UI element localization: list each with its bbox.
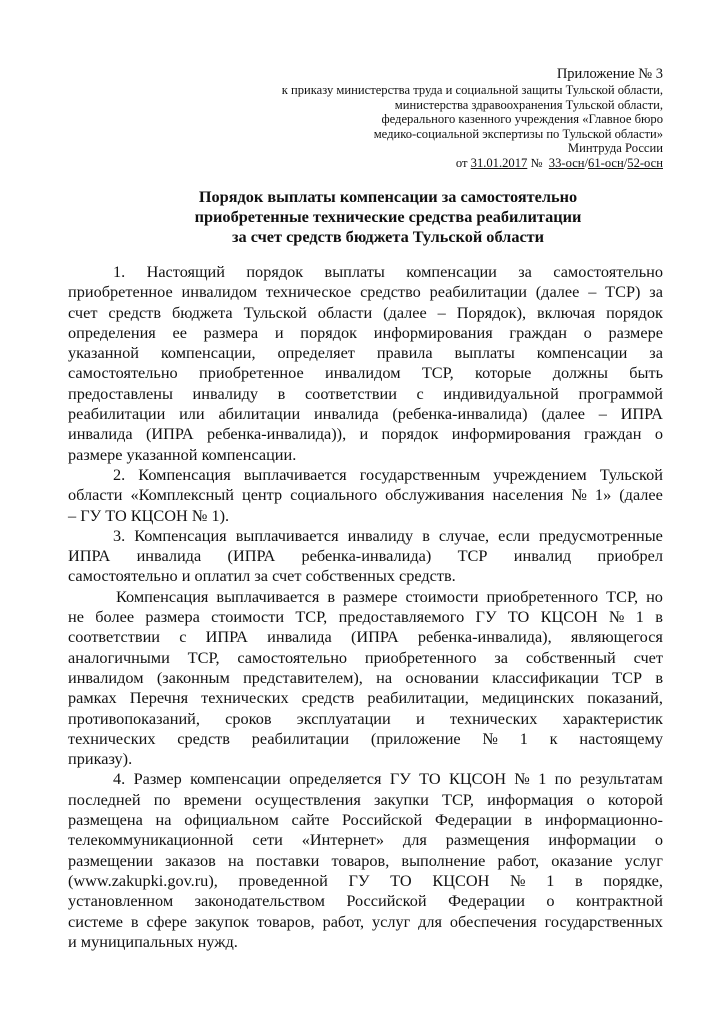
- order-date-line: от 31.01.2017 № 33-осн/61-осн/52-осн: [455, 155, 663, 170]
- order-number-3: 52-осн: [627, 155, 663, 170]
- paragraph-line: приказу).: [68, 749, 133, 769]
- paragraph-line: предоставлены инвалиду в соответствии с индивидуальной программой: [68, 383, 663, 403]
- paragraph-line: размещена на официальном сайте Российской Федерации в информационно-: [68, 810, 663, 830]
- header-line: федерального казенного учреждения «Главное бюро: [381, 112, 663, 126]
- header-line: медико-социальной экспертизы по Тульской области»: [373, 126, 663, 141]
- document-title: [120, 187, 656, 247]
- title-line: приобретенные технические средства реабилитации: [194, 207, 582, 226]
- paragraph: [68, 587, 663, 770]
- document-header: [282, 66, 663, 170]
- header-line: Минтруда России: [567, 141, 663, 155]
- order-date: 31.01.2017: [470, 155, 528, 170]
- paragraph-line: аналогичными ТСР, самостоятельно приобретенного за собственный счет: [68, 647, 663, 667]
- paragraph-line: 1. Настоящий порядок выплаты компенсации за самостоятельно: [113, 262, 663, 281]
- paragraph-line: не более размера стоимости ТСР, предоставляемого ГУ ТО КЦСОН № 1 в: [68, 607, 663, 627]
- paragraph-line: размере указанной компенсации.: [68, 444, 297, 464]
- order-number-2: 61-осн: [588, 155, 624, 170]
- order-number-1: 33-осн: [548, 155, 585, 170]
- paragraph-line: 3. Компенсация выплачивается инвалиду в случае, если предусмотренные: [113, 525, 663, 545]
- paragraph-line: и муниципальных нужд.: [68, 931, 238, 951]
- paragraph-line: (www.zakupki.gov.ru), проведенной ГУ ТО КЦСОН № 1 в порядке,: [68, 870, 663, 890]
- paragraph-line: счет средств бюджета Тульской области (далее – Порядок), включая порядок: [68, 302, 663, 322]
- paragraph-line: инвалида (ИПРА ребенка-инвалида)), и порядок информирования граждан о: [68, 424, 663, 444]
- paragraph-line: противопоказаний, сроков эксплуатации и технических характеристик: [68, 708, 663, 728]
- paragraph: [68, 769, 663, 952]
- appendix-label: Приложение № 3: [556, 66, 663, 82]
- date-prefix: от: [455, 155, 468, 170]
- paragraph-line: 4. Размер компенсации определяется ГУ ТО КЦСОН № 1 по результатам: [113, 769, 663, 789]
- paragraph: [68, 465, 663, 526]
- paragraph: [68, 262, 663, 465]
- paragraph-line: самостоятельно приобретенное инвалидом ТСР, которые должны быть: [68, 363, 663, 383]
- paragraph-line: определения ее размера и порядок информирования граждан о размере: [68, 322, 663, 342]
- paragraph-line: самостоятельно и оплатил за счет собственных средств.: [68, 566, 456, 586]
- paragraph-line: указанной компенсации, определяет правила выплаты компенсации за: [68, 343, 663, 363]
- title-line: Порядок выплаты компенсации за самостоятельно: [198, 187, 578, 206]
- paragraph-line: системе в сфере закупок товаров, работ, услуг для обеспечения государственных: [68, 911, 663, 931]
- paragraph-line: соответствии с ИПРА инвалида (ИПРА ребенка-инвалида), являющегося: [68, 627, 663, 647]
- paragraph-line: реабилитации или абилитации инвалида (ребенка-инвалида) (далее – ИПРА: [68, 404, 663, 424]
- paragraph-line: технических средств реабилитации (приложение № 1 к настоящему: [68, 728, 663, 748]
- document-body: [68, 262, 663, 952]
- header-line: к приказу министерства труда и социальной защиты Тульской области,: [281, 83, 663, 97]
- paragraph-line: приобретенное инвалидом техническое средство реабилитации (далее – ТСР) за: [68, 282, 663, 302]
- title-line: за счет средств бюджета Тульской области: [231, 227, 545, 246]
- number-sign: №: [530, 155, 543, 170]
- paragraph-line: 2. Компенсация выплачивается государственным учреждением Тульской: [113, 464, 663, 484]
- paragraph-line: установленном законодательством Российской Федерации о контрактной: [68, 891, 663, 911]
- paragraph-line: области «Комплексный центр социального обслуживания населения № 1» (далее: [68, 485, 663, 505]
- paragraph-line: рамках Перечня технических средств реабилитации, медицинских показаний,: [68, 688, 663, 708]
- header-line: министерства здравоохранения Тульской области,: [394, 97, 663, 112]
- paragraph-line: – ГУ ТО КЦСОН № 1).: [68, 505, 230, 525]
- paragraph-line: последней по времени осуществления закупки ТСР, информация о которой: [68, 789, 663, 809]
- paragraph-line: инвалидом (законным представителем), на основании классификации ТСР в: [68, 667, 663, 687]
- paragraph-line: телекоммуникационной сети «Интернет» для размещения информации о: [68, 830, 663, 850]
- paragraph-line: Компенсация выплачивается в размере стоимости приобретенного ТСР, но: [116, 586, 663, 606]
- paragraph-line: ИПРА инвалида (ИПРА ребенка-инвалида) ТСР инвалид приобрел: [68, 546, 663, 566]
- paragraph: [68, 526, 663, 587]
- paragraph-line: размещении заказов на поставки товаров, выполнение работ, оказание услуг: [68, 850, 663, 870]
